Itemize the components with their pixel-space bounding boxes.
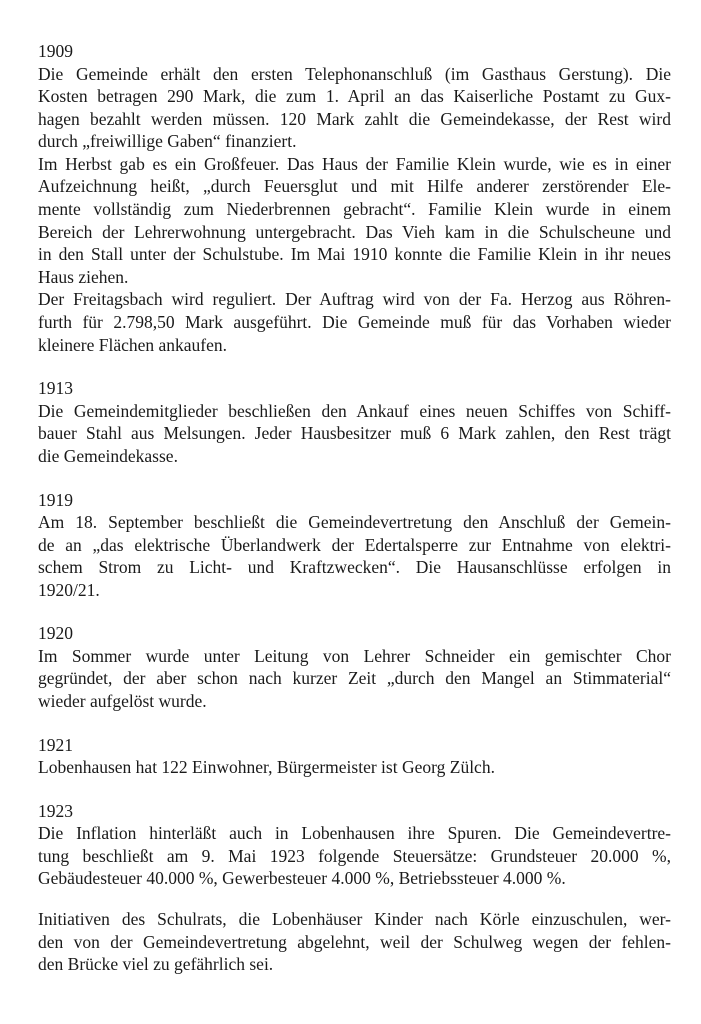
entry-1919: [38, 489, 671, 602]
text-line: Im Herbst gab es ein Großfeuer. Das Haus der Familie Klein wurde, wie es in einer: [38, 153, 671, 174]
text-line: Die Inflation hinterläßt auch in Lobenhausen ihre Spuren. Die Gemeindevertre-: [38, 823, 671, 844]
text-line: furth für 2.798,50 Mark ausgeführt. Die Gemeinde muß für das Vorhaben wieder: [38, 312, 671, 333]
text-line: Gebäudesteuer 40.000 %, Gewerbesteuer 4.000 %, Betriebssteuer 4.000 %.: [38, 868, 566, 889]
text-line: 1920/21.: [38, 579, 100, 600]
text-line: hagen bezahlt werden müssen. 120 Mark zahlt die Gemeindekasse, der Rest wird: [38, 108, 671, 129]
text-line: Im Sommer wurde unter Leitung von Lehrer Schneider ein gemischter Chor: [38, 645, 671, 666]
entry-1913: [38, 377, 671, 467]
text-line: wieder aufgelöst wurde.: [38, 691, 207, 712]
text-line: Kosten betragen 290 Mark, die zum 1. April an das Kaiserliche Postamt zu Gux-: [38, 86, 671, 107]
text-line: die Gemeindekasse.: [38, 445, 178, 466]
entry-1923: [38, 800, 671, 976]
text-line: Initiativen des Schulrats, die Lobenhäuser Kinder nach Körle einzuschulen, wer-: [38, 909, 671, 930]
text-line: mente vollständig zum Niederbrennen gebracht“. Familie Klein wurde in einem: [38, 199, 671, 220]
entry-year: 1909: [38, 41, 73, 61]
text-line: Die Gemeinde erhält den ersten Telephonanschluß (im Gasthaus Gerstung). Die: [38, 63, 671, 84]
text-line: de an „das elektrische Überlandwerk der Edertalsperre zur Entnahme von elektri-: [38, 534, 671, 555]
text-line: kleinere Flächen ankaufen.: [38, 334, 228, 355]
paragraph-gap: [38, 890, 671, 908]
entry-1909: [38, 40, 671, 356]
text-line: Der Freitagsbach wird reguliert. Der Auftrag wird von der Fa. Herzog aus Röhren-: [38, 289, 671, 310]
text-line: gegründet, der aber schon nach kurzer Zeit „durch den Mangel an Stimmaterial“: [38, 668, 671, 689]
text-line: Bereich der Lehrerwohnung untergebracht. Das Vieh kam in die Schulscheune und: [38, 221, 671, 242]
text-line: Die Gemeindemitglieder beschließen den Ankauf eines neuen Schiffes von Schiff-: [38, 400, 671, 421]
text-line: den Brücke viel zu gefährlich sei.: [38, 954, 274, 975]
entry-year: 1923: [38, 800, 73, 821]
text-line: in den Stall unter der Schulstube. Im Mai 1910 konnte die Familie Klein in ihr neues: [38, 244, 671, 265]
text-line: tung beschließt am 9. Mai 1923 folgende Steuersätze: Grundsteuer 20.000 %,: [38, 845, 671, 866]
text-line: Aufzeichnung heißt, „durch Feuersglut und mit Hilfe anderer zerstörender Ele-: [38, 176, 671, 197]
text-line: Haus ziehen.: [38, 266, 129, 287]
text-line: durch „freiwillige Gaben“ finanziert.: [38, 131, 297, 152]
text-line: bauer Stahl aus Melsungen. Jeder Hausbesitzer muß 6 Mark zahlen, den Rest trägt: [38, 423, 671, 444]
entry-year: 1920: [38, 623, 73, 644]
text-line: den von der Gemeindevertretung abgelehnt, weil der Schulweg wegen der fehlen-: [38, 931, 671, 952]
entry-1920: [38, 622, 671, 712]
text-line: Am 18. September beschließt die Gemeindevertretung den Anschluß der Gemein-: [38, 512, 671, 532]
entry-year: 1913: [38, 378, 73, 399]
text-line: schem Strom zu Licht- und Kraftzwecken“. Die Hausanschlüsse erfolgen in: [38, 557, 671, 578]
entry-year: 1919: [38, 489, 73, 510]
text-line: Lobenhausen hat 122 Einwohner, Bürgermeister ist Georg Zülch.: [38, 757, 495, 778]
entry-year: 1921: [38, 734, 73, 755]
entry-1921: [38, 734, 671, 779]
